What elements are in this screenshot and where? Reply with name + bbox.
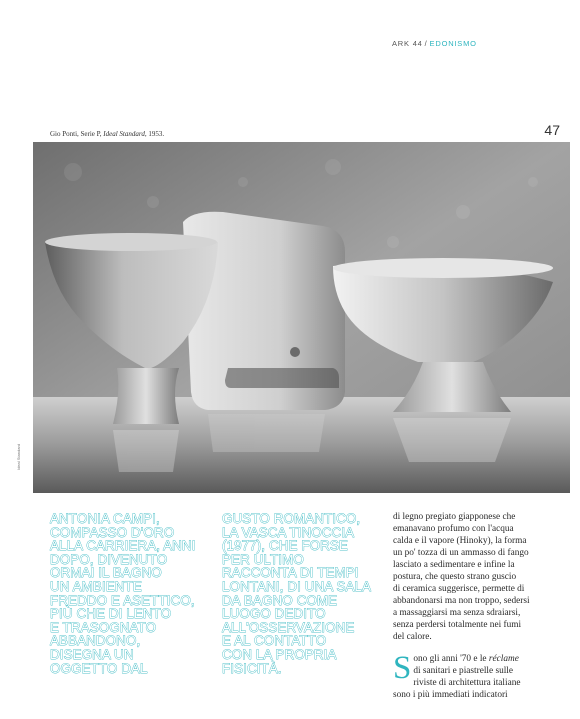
pull-quote-line: (1977), CHE FORSE [222,538,348,554]
pull-quote-line: GUSTO ROMANTICO, [222,511,361,526]
body-paragraph-2 [393,650,563,701]
pull-quote-line: RACCONTA DI TEMPI [222,565,359,581]
pull-quote-line: LONTANI, DI UNA SALA [222,578,372,594]
pull-quote-line: FREDDO E ASETTICO, [50,592,195,608]
pull-quote-line: PER ULTIMO [222,551,304,567]
pull-quote-line: COMPASSO D'ORO [50,524,175,540]
pull-quote-line: PIÙ CHE DI LENTO [50,606,172,622]
pull-quote-line: OGGETTO DAL [50,660,148,676]
pull-quote-line: ORMAI IL BAGNO [50,565,162,581]
body-line: postura, che questo strano guscio [393,572,517,582]
body-text-column [393,511,563,701]
pull-quote-line: ANTONIA CAMPI, [50,511,160,526]
caption-italic: Ideal Standard [103,130,145,138]
issue-label: ARK 44 [392,39,423,48]
pull-quote-line: UN AMBIENTE [50,578,142,594]
pull-quote-column-1 [50,512,196,675]
body-paragraph-1 [393,511,563,643]
body-line: senza perdersi totalmente nei fumi [393,620,522,630]
pull-quote-line: E AL CONTATTO [222,633,327,649]
pull-quote-line: CON LA PROPRIA [222,646,337,662]
pull-quote-column-2 [222,512,371,675]
drop-cap: S [393,650,412,686]
body-line [393,653,563,665]
body-line: a massaggiarsi ma senza sdraiarsi, [393,608,521,618]
running-header [392,39,477,48]
pull-quote-line: E TRASOGNATO [50,619,157,635]
body-line: di sanitari e piastrelle sulle [413,666,514,676]
body-line: di ceramica suggerisce, permette di [393,584,525,594]
page-number: 47 [544,122,560,138]
pull-quote-line: DOPO, DIVENUTO [50,551,168,567]
body-line: lasciato a sedimentare e infine la [393,560,515,570]
body-line: di legno pregiato giapponese che [393,512,516,522]
pull-quote-line: ALL'OSSERVAZIONE [222,619,355,635]
pull-quote-line: ABBANDONO, [50,633,141,649]
body-line-text: ono gli anni '70 e le [413,654,489,664]
photo-illustration [33,142,570,493]
pull-quote-line: DA BAGNO COME [222,592,338,608]
caption-suffix: , 1953. [144,130,165,138]
body-line: un po' tozza di un ammasso di fango [393,548,529,558]
body-line: calda e il vapore (Hinoky), la forma [393,536,527,546]
photo-caption [50,130,164,138]
body-line: abbandonarsi ma non troppo, sedersi [393,596,530,606]
caption-prefix: Gio Ponti, Serie P, [50,130,104,138]
section-label: EDONISMO [429,39,477,48]
body-line: riviste di architettura italiane [413,678,521,688]
photo-credit: Ideal Standard [16,443,21,470]
body-line: sono i più immediati indicatori [393,690,508,700]
body-line: emanavano profumo con l'acqua [393,524,514,534]
body-line: del calore. [393,632,432,642]
pull-quote-line: ALLA CARRIERA, ANNI [50,538,196,554]
header-separator: / [424,39,428,48]
body-line-italic: réclame [488,654,519,664]
pull-quote-line: DISEGNA UN [50,646,134,662]
pull-quote-line: LA VASCA TINOCCIA [222,524,355,540]
sanitaryware-photo [33,142,570,493]
pull-quote-line: LUOGO DEDITO [222,606,326,622]
pull-quote-line: FISICITÀ. [222,660,282,676]
